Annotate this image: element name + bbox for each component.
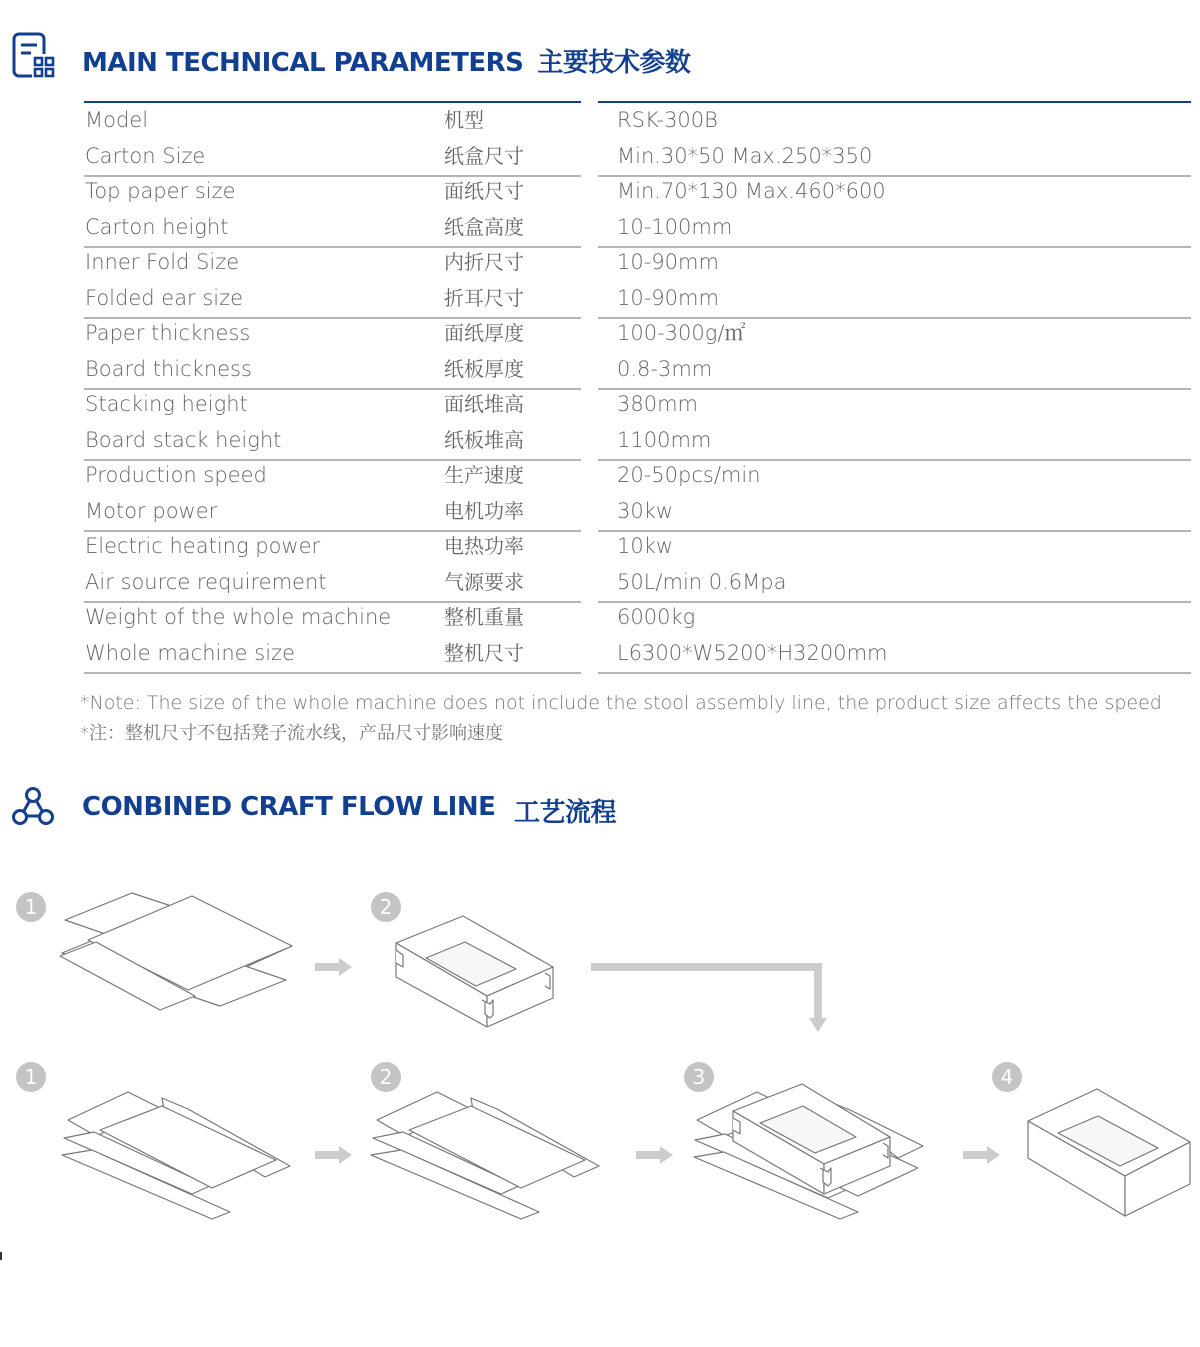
row-label-cn: 生产速度 [444,463,524,487]
row-label-cn: 面纸尺寸 [444,179,524,203]
row-label-cn: 整机尺寸 [444,640,524,665]
row-label-cn: 电机功率 [444,498,524,523]
row-value: 20-50pcs/min [617,463,761,487]
row-label-cn: 电热功率 [444,534,524,558]
flat-top-paper-drawing [60,893,292,1010]
row-label-cn: 折耳尺寸 [444,285,524,310]
row-label-cn: 纸盒高度 [444,214,524,239]
row-label-en: Motor power [85,498,218,523]
row-label-en: Folded ear size [85,285,244,310]
row-label-cn: 纸板堆高 [444,427,524,452]
row-label-en: Model [85,108,149,132]
row-value: 100-300g/㎡ [617,321,746,345]
row-value: 10-90mm [617,250,719,274]
row-value: 1100mm [617,427,712,452]
note-cn: *注：整机尺寸不包括凳子流水线，产品尺寸影响速度 [80,723,503,744]
arrow-right-icon [315,958,352,976]
step-badge: 1 [16,892,46,922]
row-value: Min.70*130 Max.460*600 [617,179,886,203]
row-value: 6000kg [617,605,696,629]
step-badge: 2 [371,1062,401,1092]
row-label-en: Inner Fold Size [85,250,240,274]
row-label-en: Air source requirement [85,569,327,594]
note-en: *Note: The size of the whole machine does not include the stool assembly line, the product size affects the speed [80,692,1162,714]
row-label-cn: 机型 [444,108,484,132]
row-value: 50L/min 0.6Mpa [617,569,787,594]
row-label-en: Whole machine size [85,640,295,665]
arrow-right-icon [636,1146,673,1164]
parameters-title-cn: 主要技术参数 [537,48,691,78]
row-label-en: Top paper size [85,179,236,203]
row-label-cn: 面纸厚度 [444,321,524,345]
row-label-cn: 整机重量 [444,605,524,629]
row-label-cn: 内折尺寸 [444,250,524,274]
row-value: Min.30*50 Max.250*350 [617,143,873,168]
step-badge: 4 [992,1062,1022,1092]
row-label-en: Carton height [85,214,229,239]
row-value: 30kw [617,498,674,523]
row-label-cn: 面纸堆高 [444,392,524,416]
finished-box-drawing [1028,1089,1190,1216]
flow-title-en: CONBINED CRAFT FLOW LINE [82,792,496,822]
row-label-en: Electric heating power [85,534,321,558]
row-label-cn: 纸板厚度 [444,356,524,381]
row-label-en: Weight of the whole machine [85,605,392,629]
tray-on-board-drawing [694,1084,923,1219]
row-value: L6300*W5200*H3200mm [617,640,888,665]
row-value: RSK-300B [617,108,718,132]
row-label-en: Carton Size [85,143,206,168]
row-label-en: Production speed [85,463,267,487]
arrow-right-down-icon [591,963,827,1032]
arrow-right-icon [315,1146,352,1164]
step-badge: 2 [371,892,401,922]
row-value: 0.8-3mm [617,356,713,381]
flat-board-drawing [62,1092,290,1219]
row-label-cn: 纸盒尺寸 [444,143,524,168]
step-badge: 1 [16,1062,46,1092]
row-value: 10-90mm [617,285,719,310]
row-label-en: Board thickness [85,356,252,381]
step-badge: 3 [684,1062,714,1092]
edge-mark [0,1252,2,1260]
row-value: 10kw [617,534,674,558]
arrow-right-icon [963,1146,1000,1164]
row-value: 10-100mm [617,214,733,239]
row-label-en: Paper thickness [85,321,251,345]
row-value: 380mm [617,392,698,416]
row-label-en: Board stack height [85,427,282,452]
row-label-en: Stacking height [85,392,248,416]
open-tray-drawing [396,916,553,1027]
board-with-flaps-drawing [371,1092,599,1219]
row-label-cn: 气源要求 [444,569,524,594]
flow-title-cn: 工艺流程 [514,798,617,828]
parameters-title-en: MAIN TECHNICAL PARAMETERS [82,48,524,78]
